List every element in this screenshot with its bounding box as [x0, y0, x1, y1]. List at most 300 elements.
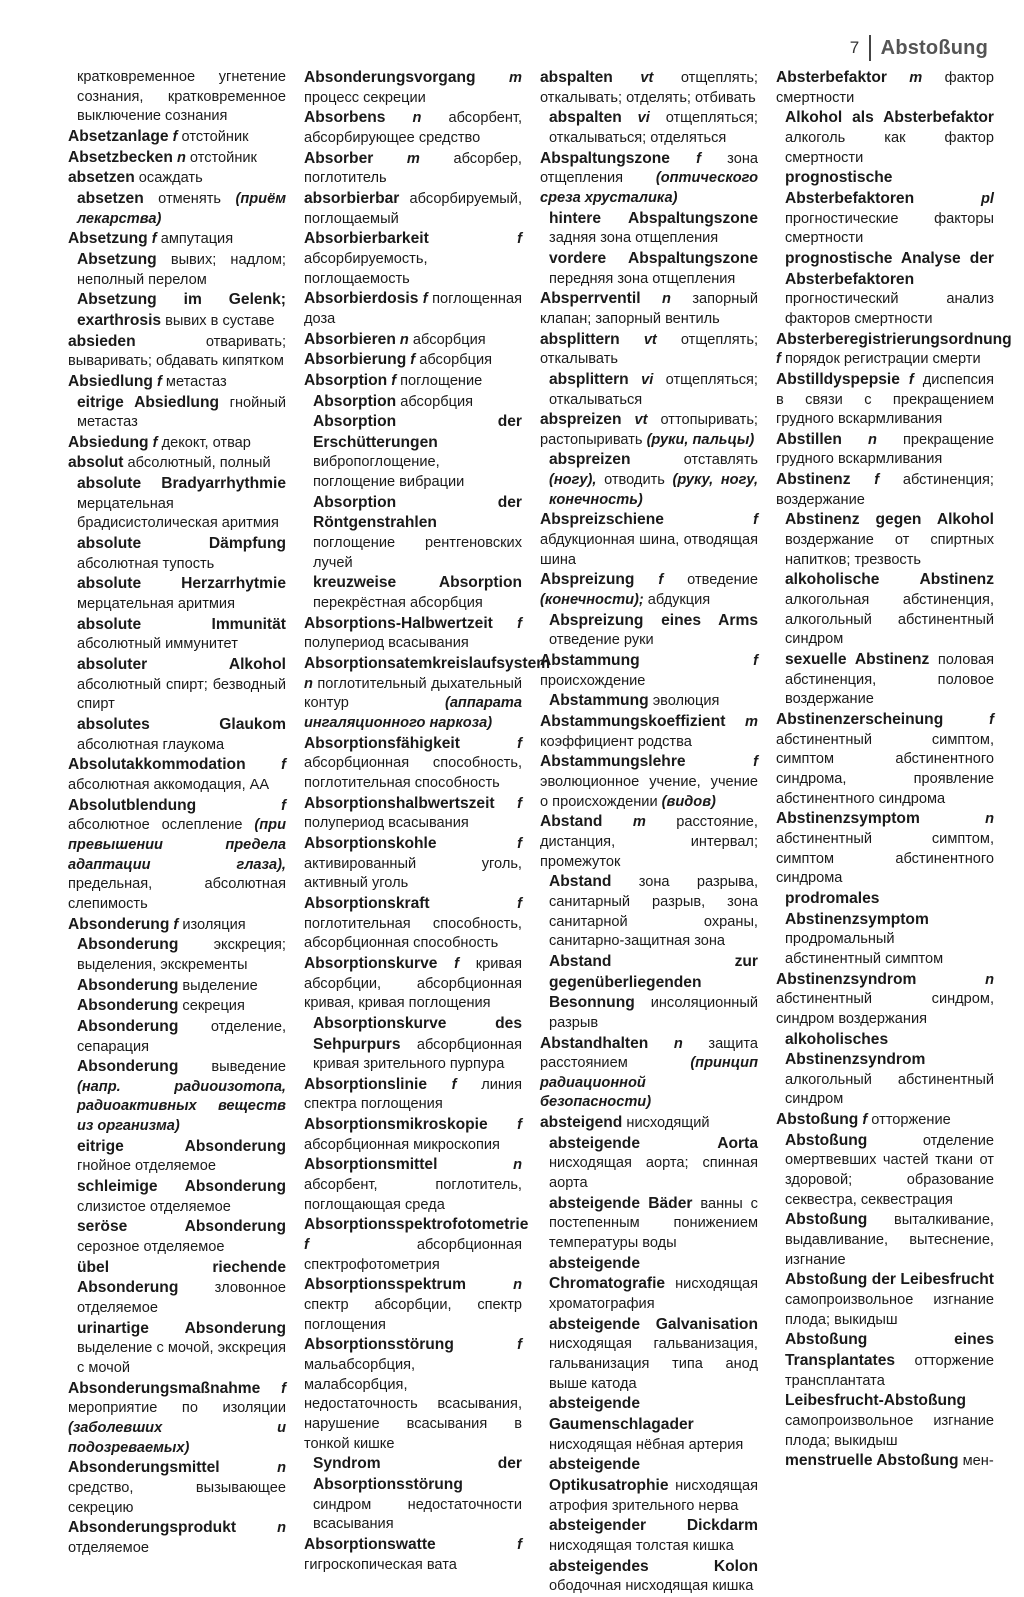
translation: абсорбционная способность, поглотительная способность: [304, 755, 522, 791]
translation: отщепляться; откалываться: [549, 371, 758, 408]
dictionary-entry: [304, 1155, 522, 1215]
translation: активированный уголь, активный уголь: [304, 855, 522, 892]
translation: половая абстиненция, половое воздержание: [785, 652, 994, 708]
dictionary-entry: [540, 651, 758, 691]
translation: абстинентный синдром, синдром воздержания: [776, 991, 994, 1027]
translation: абсорбируемый, поглощаемый: [304, 190, 522, 227]
dictionary-entry: [68, 1458, 286, 1518]
translation: ванны с постепенным понижением температуры воды: [549, 1195, 758, 1252]
dictionary-subentry: [776, 1270, 994, 1330]
translation: абсорбент, поглотитель, поглощающая среда: [304, 1177, 522, 1213]
headword: Leibesfrucht-Abstoßung: [785, 1392, 967, 1410]
translation: серозное отделяемое: [77, 1239, 225, 1256]
headword: Absorptionsfähigkeit: [304, 734, 460, 752]
headword: absteigende Aorta: [549, 1134, 758, 1152]
headword: Abspreizschiene: [540, 511, 664, 529]
headword: absieden: [68, 332, 136, 350]
translation: поглотительный дыхательный контур: [304, 675, 522, 712]
dictionary-entry: [540, 68, 758, 108]
translation: мен-: [962, 1453, 994, 1470]
headword: Abspreizung eines Arms: [549, 611, 758, 629]
dictionary-entry: [304, 794, 522, 834]
dictionary-entry: [304, 108, 522, 148]
dictionary-entry: [776, 470, 994, 510]
dictionary-entry: [304, 834, 522, 894]
dictionary-subentry: [540, 249, 758, 289]
headword: absteigende Bäder: [549, 1194, 693, 1212]
grammar-label: n: [513, 1157, 522, 1174]
headword: Absterbefaktor: [776, 69, 887, 86]
translation: вибропоглощение, поглощение вибрации: [313, 454, 465, 491]
dictionary-subentry: [68, 996, 286, 1017]
headword: prognostische Analyse der Absterbefaktoren: [785, 249, 994, 288]
grammar-label: n: [304, 675, 313, 692]
headword: seröse Absonderung: [77, 1218, 286, 1236]
dictionary-entry: [776, 330, 1012, 370]
dictionary-subentry: [776, 650, 994, 710]
headword: Absonderungsvorgang: [304, 69, 476, 86]
translation: самопроизвольное изгнание плода; выкидыш: [785, 1292, 994, 1328]
headword: alkoholisches Abstinenzsyndrom: [785, 1030, 926, 1069]
grammar-label: f: [281, 757, 286, 774]
dictionary-entry: [304, 350, 522, 371]
translation: отстойник: [181, 128, 249, 145]
translation: предельная, абсолютная слепимость: [68, 876, 286, 912]
translation: средство, вызывающее секрецию: [68, 1479, 286, 1516]
dictionary-subentry: [68, 1137, 286, 1177]
translation: абсорбционная кривая зрительного пурпура: [313, 1036, 522, 1073]
headword: Absorbierbarkeit: [304, 230, 429, 248]
translation: отведение: [687, 572, 758, 589]
grammar-label: n: [985, 811, 994, 828]
translation: нисходящая нёбная артерия: [549, 1436, 744, 1453]
headword: Absetzung: [77, 250, 157, 268]
headword: abspreizen: [540, 411, 622, 429]
dictionary-subentry: [304, 412, 522, 493]
dictionary-entry: [776, 970, 994, 1030]
dictionary-entry: [540, 712, 758, 752]
dictionary-subentry: [304, 493, 522, 574]
column-4: [776, 68, 1012, 1597]
headword: Absiedlung: [68, 372, 153, 390]
translation: абсорбция: [412, 331, 486, 348]
dictionary-entry: [540, 570, 758, 610]
headword: sexuelle Abstinenz: [785, 651, 930, 669]
dictionary-subentry: [776, 1030, 994, 1111]
dictionary-entry: [304, 289, 522, 329]
translation: абсолютное ослепление: [68, 817, 243, 834]
headword: schleimige Absonderung: [77, 1178, 286, 1196]
translation: вывих; надлом; неполный перелом: [77, 251, 286, 288]
headword: Absorptionshalbwertszeit: [304, 794, 495, 812]
translation: поглощение: [400, 372, 483, 389]
translation: нисходящая гальванизация, гальванизация типа анод выше катода: [549, 1336, 758, 1392]
headword: alkoholische Abstinenz: [785, 571, 994, 589]
dictionary-subentry: [776, 570, 994, 650]
translation: зона разрыва, санитарный разрыв, зона санитарной охраны, санитарно-защитная зона: [549, 874, 758, 950]
headword: absetzen: [68, 169, 135, 187]
usage-note: (напр. радиоизотопа, радиоактивных веществ из организма): [77, 1078, 286, 1135]
dictionary-entry: [304, 330, 522, 351]
translation: слизистое отделяемое: [77, 1198, 231, 1215]
dictionary-entry: [540, 1113, 758, 1134]
grammar-label: f: [776, 351, 781, 368]
translation: мерцательная аритмия: [77, 596, 235, 613]
translation: абсорбция: [419, 352, 493, 369]
headword: Abspaltungszone: [540, 149, 670, 167]
column-3: [540, 68, 758, 1597]
headword: Abstammungslehre: [540, 753, 686, 771]
headword: Abstoßung der Leibesfrucht: [785, 1271, 994, 1289]
headword: abspreizen: [549, 451, 631, 469]
translation: алкогольный абстинентный синдром: [785, 1071, 994, 1108]
headword: Absonderung: [77, 1017, 179, 1035]
dictionary-entry: [304, 189, 522, 229]
headword: menstruelle Abstoßung: [785, 1452, 959, 1470]
dictionary-subentry: [540, 1394, 758, 1455]
translation: выталкивание, выдавливание, вытеснение, изгнание: [785, 1212, 994, 1268]
dictionary-entry: [304, 371, 522, 392]
dictionary-continuation: [68, 68, 286, 127]
dictionary-subentry: [776, 1451, 994, 1472]
dictionary-entry: [68, 229, 286, 250]
dictionary-subentry: [68, 1017, 286, 1057]
translation: задняя зона отщепления: [549, 230, 719, 247]
translation: оттопыривать; растопыривать: [540, 412, 758, 448]
translation: ампутация: [160, 231, 234, 248]
grammar-label: f: [422, 291, 428, 308]
headword: Absonderung: [77, 997, 179, 1015]
translation: абсолютная глаукома: [77, 736, 225, 753]
translation: гнойное отделяемое: [77, 1158, 216, 1175]
dictionary-entry: [68, 372, 286, 393]
translation: порядок регистрации смерти: [784, 351, 981, 368]
grammar-label: n: [176, 149, 186, 166]
dictionary-subentry: [68, 574, 286, 614]
translation: нисходящий: [626, 1115, 710, 1132]
dictionary-subentry: [68, 1057, 286, 1137]
translation: абсорбируемость, поглощаемость: [304, 250, 428, 287]
headword: Absiedung: [68, 433, 149, 451]
headword: übel riechende Absonderung: [77, 1258, 286, 1297]
dictionary-subentry: [540, 1557, 758, 1597]
translation: выведение: [211, 1059, 286, 1076]
headword: Abstinenz gegen Alkohol: [785, 511, 994, 529]
headword: absorbierbar: [304, 189, 400, 207]
dictionary-entry: [776, 809, 994, 889]
usage-note: (видов): [661, 793, 716, 810]
translation: кратковременное угнетение сознания, кратковременное выключение сознания: [77, 69, 286, 125]
dictionary-subentry: [776, 1330, 994, 1391]
grammar-label: n: [661, 291, 671, 308]
dictionary-subentry: [776, 249, 994, 330]
dictionary-subentry: [304, 1454, 522, 1535]
headword: vordere Abspaltungszone: [549, 249, 758, 267]
headword: Absonderung: [77, 1058, 179, 1076]
headword: Absonderung: [68, 915, 170, 933]
grammar-label: f: [517, 835, 522, 852]
dictionary-subentry: [776, 510, 994, 570]
translation: абсолютный иммунитет: [77, 636, 238, 653]
grammar-label: f: [517, 615, 522, 632]
dictionary-entry: [304, 149, 522, 189]
translation: эволюционное учение, учение о происхождении: [540, 773, 758, 810]
translation: диспепсия в связи с прекращением грудного вскармливания: [776, 371, 994, 428]
headword: Absorptionsstörung: [304, 1336, 454, 1354]
grammar-label: f: [517, 795, 522, 812]
dictionary-subentry: [540, 1315, 758, 1395]
translation: самопроизвольное изгнание плода; выкидыш: [785, 1412, 994, 1449]
usage-note: (ногу),: [549, 472, 597, 489]
translation: спектр абсорбции, спектр поглощения: [304, 1297, 522, 1333]
dictionary-entry: [68, 796, 286, 915]
dictionary-subentry: [68, 250, 286, 290]
translation: отделение, сепарация: [77, 1018, 286, 1055]
dictionary-subentry: [68, 976, 286, 997]
translation: абсорбция: [400, 393, 473, 410]
dictionary-entry: [540, 289, 758, 329]
translation: воздержание от спиртных напитков; трезвость: [785, 532, 994, 568]
translation: нисходящая атрофия зрительного нерва: [549, 1477, 758, 1514]
dictionary-entry: [776, 1110, 994, 1131]
dictionary-subentry: [68, 534, 286, 574]
headword: absolutes Glaukom: [77, 716, 286, 733]
headword: absplittern: [549, 370, 629, 388]
translation: выделение с мочой, экскреция с мочой: [77, 1340, 286, 1376]
headword: Absonderung: [77, 936, 179, 954]
usage-note: (руки, пальцы): [646, 431, 755, 448]
dictionary-entry: [68, 127, 286, 148]
headword: abspalten: [549, 109, 622, 127]
headword: Absorption: [304, 371, 388, 389]
translation: отводить: [604, 472, 665, 489]
translation: декокт, отвар: [161, 434, 251, 451]
usage-note: (приём лекарства): [77, 190, 286, 227]
dictionary-subentry: [304, 1014, 522, 1075]
headword: absteigende Galvanisation: [549, 1315, 758, 1333]
headword: Absonderungsmaßnahme: [68, 1379, 261, 1397]
dictionary-subentry: [68, 1217, 286, 1257]
translation: полупериод всасывания: [304, 815, 469, 832]
grammar-label: n: [277, 1460, 286, 1477]
dictionary-subentry: [68, 715, 286, 755]
translation: нисходящая толстая кишка: [549, 1537, 734, 1554]
dictionary-entry: [68, 168, 286, 189]
dictionary-entry: [540, 752, 758, 812]
translation: отведение руки: [549, 632, 654, 649]
dictionary-subentry: [68, 474, 286, 534]
dictionary-subentry: [68, 655, 286, 715]
translation: абдукционная шина, отводящая шина: [540, 532, 758, 568]
translation: происхождение: [540, 672, 646, 689]
dictionary-subentry: [540, 450, 758, 510]
grammar-label: f: [451, 1076, 457, 1093]
dictionary-subentry: [68, 1319, 286, 1379]
dictionary-entry: [304, 614, 522, 654]
translation: перекрёстная абсорбция: [313, 595, 483, 612]
translation: кривая абсорбции, абсорбционная кривая, кривая поглощения: [304, 955, 522, 1012]
translation: отщеплять; откалывать; отделять; отбивать: [540, 70, 758, 106]
headword: Abstammung: [549, 692, 649, 710]
usage-note: (оптического среза хрусталика): [540, 170, 758, 206]
dictionary-entry: [68, 332, 286, 372]
dictionary-entry: [304, 954, 522, 1014]
grammar-label: f: [862, 1112, 868, 1129]
grammar-label: f: [517, 895, 522, 912]
dictionary-entry: [304, 1075, 522, 1115]
translation: отваривать; вываривать; обдавать кипятком: [68, 333, 286, 370]
dictionary-entry: [304, 1335, 522, 1454]
translation: прогностический анализ факторов смертности: [785, 291, 994, 327]
headword: Alkohol als Absterbefaktor: [785, 109, 994, 127]
translation: абсорбционная микроскопия: [304, 1136, 500, 1153]
headword: Abstinenzsyndrom: [776, 970, 917, 988]
headword: Absorbierung: [304, 351, 407, 369]
headword: Absorptionswatte: [304, 1535, 436, 1553]
dictionary-subentry: [776, 1131, 994, 1211]
dictionary-entry: [304, 1215, 529, 1275]
translation: мерцательная брадисистолическая аритмия: [77, 495, 279, 532]
translation: эволюция: [652, 693, 720, 710]
headword: absteigende Chromatografie: [549, 1254, 666, 1293]
headword: Abstoßung: [776, 1111, 859, 1129]
translation: абсолютный, полный: [127, 455, 271, 472]
translation: нисходящая хроматография: [549, 1276, 758, 1313]
headword: absolute Herzarrhytmie: [77, 575, 286, 593]
translation: поглощение рентгеновских лучей: [313, 535, 522, 571]
dictionary-subentry: [776, 1391, 994, 1451]
translation: отщеплять; откалывать: [540, 331, 758, 368]
headword: absteigende Optikusatrophie: [549, 1456, 669, 1494]
translation: вывих в суставе: [165, 312, 275, 329]
grammar-label: n: [412, 110, 422, 127]
grammar-label: vt: [634, 412, 648, 429]
headword: Abstand: [540, 813, 603, 831]
dictionary-subentry: [68, 189, 286, 229]
translation: фактор смертности: [776, 70, 994, 106]
dictionary-subentry: [304, 392, 522, 413]
dictionary-entry: [304, 229, 522, 289]
headword: eitrige Absonderung: [77, 1137, 286, 1155]
translation: абдукция: [647, 592, 711, 609]
dictionary-subentry: [776, 1210, 994, 1270]
dictionary-subentry: [776, 168, 994, 249]
dictionary-entry: [304, 1535, 522, 1575]
translation: выделение: [182, 977, 258, 994]
headword: Absterberegistrierungsordnung: [776, 330, 1012, 348]
grammar-label: n: [513, 1277, 522, 1294]
headword: absteigende Gaumenschlagader: [549, 1395, 694, 1433]
headword: Syndrom der Absorptionsstörung: [313, 1455, 522, 1493]
dictionary-subentry: [68, 1177, 286, 1217]
translation: расстояние, дистанция, интервал; промежуток: [540, 814, 758, 870]
grammar-label: m: [632, 814, 646, 831]
page-header: [850, 34, 988, 62]
grammar-label: n: [673, 1035, 683, 1052]
dictionary-subentry: [540, 691, 758, 712]
headword: absteigendes Kolon: [549, 1557, 758, 1575]
headword: Absorptionskohle: [304, 834, 437, 852]
column-1: [68, 68, 286, 1597]
dictionary-subentry: [68, 935, 286, 975]
grammar-label: f: [151, 231, 157, 248]
grammar-label: vt: [643, 331, 657, 348]
grammar-label: f: [696, 150, 701, 167]
grammar-label: n: [867, 431, 877, 448]
headword: Absorptionsspektrum: [304, 1276, 467, 1294]
dictionary-subentry: [68, 393, 286, 433]
dictionary-subentry: [540, 1134, 758, 1194]
grammar-label: f: [517, 735, 522, 752]
headword: Absonderung: [77, 976, 179, 994]
translation: прогностические факторы смертности: [785, 210, 994, 247]
headword: Absorbierdosis: [304, 290, 419, 308]
headword: absoluter Alkohol: [77, 656, 286, 674]
grammar-label: pl: [981, 190, 994, 207]
headword: Absorption der Röntgenstrahlen: [313, 493, 522, 532]
translation: передняя зона отщепления: [549, 270, 736, 287]
dictionary-subentry: [540, 872, 758, 952]
dictionary-entry: [68, 148, 286, 169]
dictionary-entry: [304, 894, 522, 954]
translation: отстойник: [189, 149, 257, 166]
translation: мальабсорбция, малабсорбция, недостаточность всасывания, нарушение всасывания в тонкой кишке: [304, 1357, 522, 1452]
headword: Abstoßung eines Transplantates: [785, 1331, 994, 1369]
translation: экскреция; выделения, экскременты: [77, 937, 286, 973]
usage-note: (конечности);: [540, 592, 644, 609]
translation: отставлять: [683, 452, 758, 469]
headword: Absorptionslinie: [304, 1075, 428, 1093]
grammar-label: f: [517, 1536, 522, 1553]
headword: Absetzung: [68, 230, 148, 248]
translation: метастаз: [165, 373, 227, 390]
headword: eitrige Absiedlung: [77, 393, 220, 411]
grammar-label: f: [517, 1337, 522, 1354]
column-2: [304, 68, 551, 1597]
translation: прекращение грудного вскармливания: [776, 431, 994, 468]
grammar-label: f: [989, 712, 994, 728]
dictionary-subentry: [540, 1516, 758, 1556]
translation: продромальный абстинентный симптом: [785, 931, 944, 967]
translation: инсоляционный разрыв: [549, 995, 758, 1031]
headword: absteigend: [540, 1114, 623, 1132]
grammar-label: m: [745, 714, 758, 730]
dictionary-entry: [540, 1034, 758, 1114]
dictionary-subentry: [68, 615, 286, 655]
translation: отторжение трансплантата: [785, 1353, 994, 1389]
translation: отторжение: [871, 1112, 951, 1129]
translation: абстинентный симптом, симптом абстинентного синдрома: [776, 830, 994, 887]
headword: Absorber: [304, 149, 374, 167]
translation: гнойный метастаз: [77, 394, 286, 431]
translation: нисходящая аорта; спинная аорта: [549, 1155, 758, 1192]
translation: изоляция: [182, 916, 246, 933]
dictionary-entry: [304, 1115, 522, 1155]
headword: Absorbens: [304, 109, 386, 127]
dictionary-entry: [540, 812, 758, 872]
headword: Abstoßung: [785, 1211, 868, 1229]
dictionary-columns: [68, 68, 1012, 1595]
usage-note: (принцип радиационной безопасности): [540, 1055, 758, 1111]
grammar-label: m: [509, 70, 522, 86]
headword: absplittern: [540, 330, 620, 348]
grammar-label: f: [391, 372, 397, 389]
grammar-label: n: [399, 331, 409, 348]
usage-note: (заболевших и подозреваемых): [68, 1419, 286, 1456]
translation: запорный клапан; запорный вентиль: [540, 291, 758, 327]
dictionary-entry: [540, 330, 758, 370]
grammar-label: f: [753, 653, 758, 670]
